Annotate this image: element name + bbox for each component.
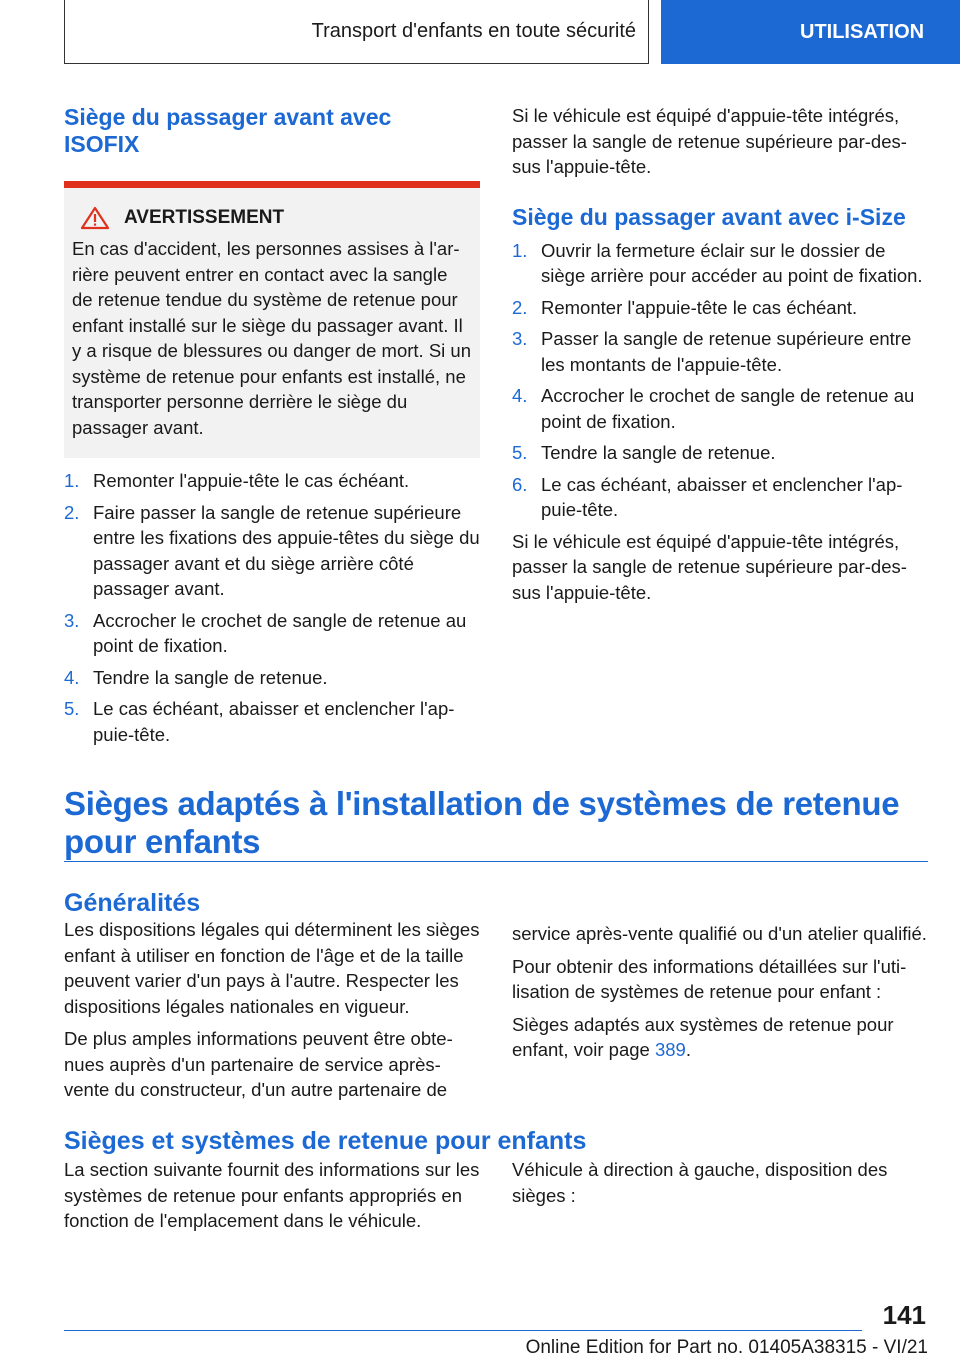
list-item: 2. Faire passer la sangle de retenue supérieure entre les fixations des appuie-têtes du siège du passager avant et du siège arrière côté passager avant. [64,501,480,599]
list-item: 1. Remonter l'appuie-tête le cas échéant. [64,470,410,491]
right-column [512,103,928,605]
generalites-para-4: Pour obtenir des informations détaillées sur l'utilisation de systèmes de retenue pour enfant : [512,955,907,1002]
warning-box [64,181,480,458]
footer-rule [64,1330,862,1331]
generalites-left [64,890,480,1103]
section-divider [64,861,928,862]
page-link[interactable]: 389 [654,1039,686,1060]
outro-paragraph: Si le véhicule est équipé d'appuie-tête intégrés, passer la sangle de retenue supérieure par-dessus l'appuie-tête. [512,530,907,603]
list-item: 6. Le cas échéant, abaisser et enclencher l'appuie-tête. [512,473,903,520]
warning-triangle-icon [80,206,110,230]
warning-header [72,206,472,230]
sieges-para-left: La section suivante fournit des informations sur les systèmes de retenue pour enfants appropriés en fonction de l'emplacement dans le véhicule. [64,1159,480,1231]
generalites-right [512,921,928,1063]
footer-edition: Online Edition for Part no. 01405A38315 - VI/21 [525,1337,928,1358]
isofix-steps [64,468,480,747]
warning-text: En cas d'accident, les personnes assises à l'arrière peuvent entrer en contact avec la sangle de retenue tendue du système de retenue pour enfant installé sur le siège du passager avant. Il y a risque de blessures ou danger de mort. Si un système de retenue pour enfants est installé, ne transporter personne derrière le siège du passager avant. [72,238,472,438]
generalites-heading: Généralités [64,889,201,917]
section-tab[interactable] [661,0,960,64]
list-item: 4. Accrocher le crochet de sangle de retenue au point de fixation. [512,385,915,432]
sieges-heading-wrap [64,1128,934,1155]
list-item: 5. Le cas échéant, abaisser et enclencher l'appuie-tête. [64,698,455,745]
generalites-para-5: Sièges adaptés aux systèmes de retenue pour enfant, voir page 389. [512,1013,894,1060]
intro-paragraph: Si le véhicule est équipé d'appuie-tête intégrés, passer la sangle de retenue supérieure par-dessus l'appuie-tête. [512,105,907,177]
sieges-heading: Sièges et systèmes de retenue pour enfants [64,1127,587,1155]
list-item: 3. Accrocher le crochet de sangle de retenue au point de fixation. [64,609,467,656]
section-tab-label: UTILISATION [800,20,925,43]
page-number: 141 [882,1300,926,1330]
warning-title: AVERTISSEMENT [124,207,285,228]
left-column [64,104,480,753]
list-item: 1. Ouvrir la fermeture éclair sur le dossier de siège arrière pour accéder au point de fixation. [512,239,923,286]
generalites-para-3: service après-vente qualifié ou d'un atelier qualifié. [512,923,927,944]
generalites-para-2: De plus amples informations peuvent être obtenues auprès d'un partenaire de service après-vente du constructeur, d'un autre partenaire de [64,1028,453,1100]
list-item: 3. Passer la sangle de retenue supérieure entre les montants de l'appuie-tête. [512,328,912,375]
list-item: 4. Tendre la sangle de retenue. [64,666,328,688]
sieges-left [64,1157,480,1234]
list-item: 2. Remonter l'appuie-tête le cas échéant. [512,296,858,318]
isize-heading: Siège du passager avant avec i-Size [512,203,906,230]
section-title: Sièges adaptés à l'installation de systèmes de retenue pour enfants [64,785,900,860]
isofix-heading: Siège du passager avant avec ISOFIX [64,104,392,157]
sieges-right [512,1157,928,1208]
chapter-title: Transport d'enfants en toute sécurité [311,20,636,42]
sieges-para-right: Véhicule à direction à gauche, disposition des sièges : [512,1159,888,1206]
chapter-title-tab [64,0,649,64]
generalites-para-1: Les dispositions légales qui déterminent les sièges enfant à utiliser en fonction de l'âge et de la taille peuvent varier d'un pays à l'autre. Respecter les dispositions légales nationales en vigueur. [64,919,480,1017]
isize-steps [512,238,928,523]
list-item: 5. Tendre la sangle de retenue. [512,442,776,463]
